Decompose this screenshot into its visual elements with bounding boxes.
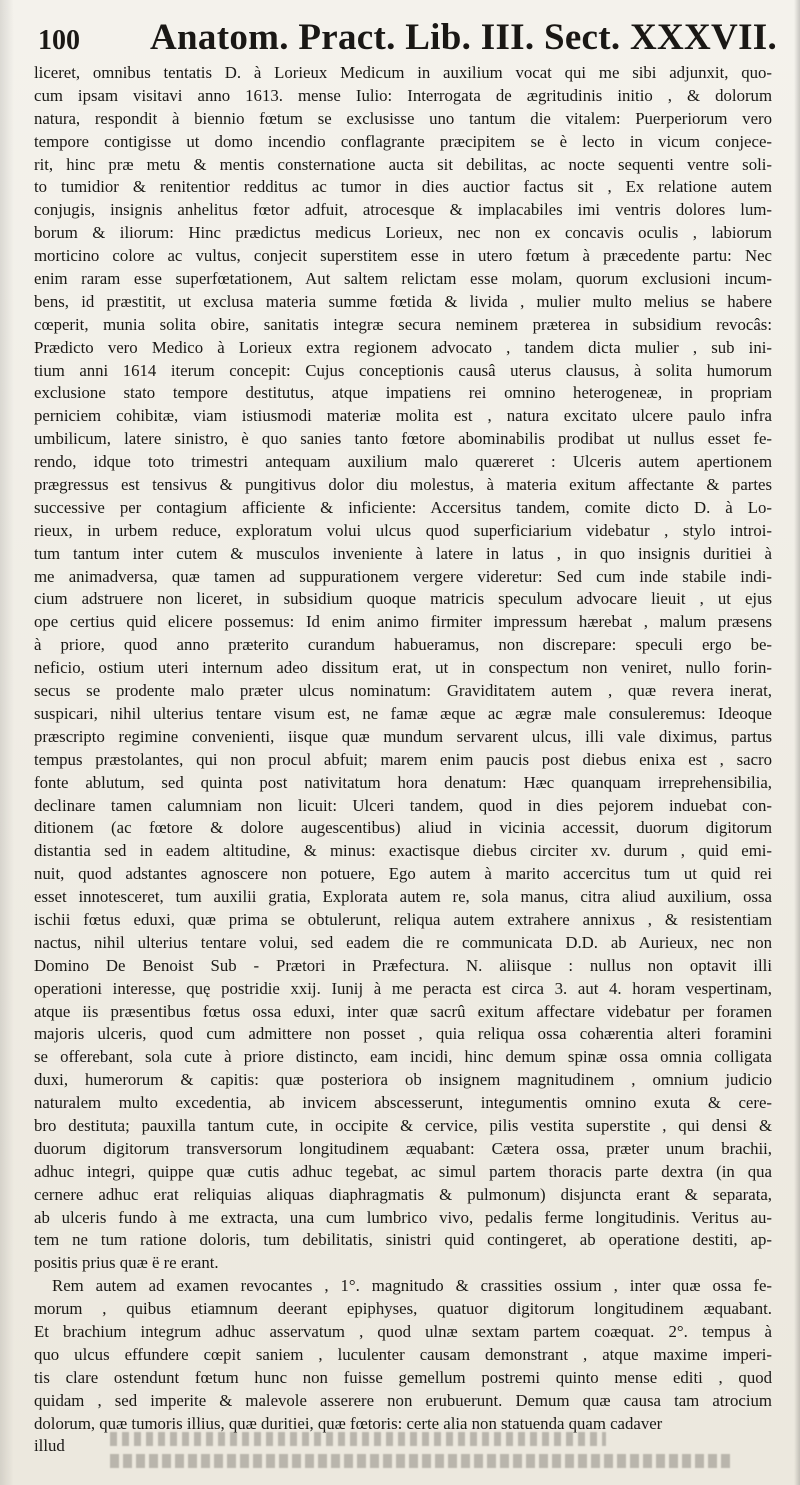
text-line: bro destituta; pauxilla tantum cute, in occipite & cervice, pilis vestita superstite , qui densi & xyxy=(34,1115,772,1135)
text-line: tium anni 1614 iterum concepit: Cujus conceptionis causâ uterus clausus, à solita humorum xyxy=(34,360,772,380)
text-line: cium adstruere non liceret, in subsidium quoque matricis speculum advocare lieuit , ut ejus xyxy=(34,589,772,609)
text-line: duxi, humerorum & capitis: quæ posteriora ob insignem magnitudinem , omnium judicio xyxy=(34,1070,772,1090)
text-line: liceret, omnibus tentatis D. à Lorieux Medicum in auxilium vocat qui me sibi adjunxit, quo- xyxy=(34,63,772,82)
text-line: prægressus est tensivus & pungitivus dolor diu molestus, à materia exitum affectante & partes xyxy=(34,475,772,495)
text-line: secus se prodente malo præter ulcus nominatum: Graviditatem autem , quæ revera inerat, xyxy=(34,681,772,701)
page-header xyxy=(34,14,778,58)
text-line: tem ne tum ratione doloris, tum debilitatis, sinistri quid contingeret, ab operatione destiti, ap- xyxy=(34,1230,772,1250)
text-line: positis prius quæ ë re erant. xyxy=(34,1253,219,1273)
text-line: perniciem cohibitæ, viam istiusmodi materiæ molita est , natura excitato ulcere paulo infra xyxy=(34,406,772,426)
text-line: quidam , sed imperite & malevole asserere non erubuerunt. Demum quæ causa tam atrocium xyxy=(34,1390,772,1410)
body-text xyxy=(34,62,772,1458)
text-line: bens, id præstitit, ut exclusa materia summe fœtida & livida , mulier multo melius se habere xyxy=(34,291,772,311)
text-line: umbilicum, latere sinistro, è quo sanies tanto fœtore abominabilis prodibat ut nullus esset fe- xyxy=(34,429,772,449)
text-line: tempus præstolantes, qui non procul abfuit; marem enim paucis post diebus enixa est , sacro xyxy=(34,749,772,769)
bleed-through-texture xyxy=(110,1428,730,1468)
text-line: distantia sed in eadem altitudine, & minus: exactisque diebus circiter xv. durum , quid emi- xyxy=(34,841,772,861)
text-line: ditionem (ac fœtore & dolore augescentibus) aliud in vicinia accessit, duorum digitorum xyxy=(34,818,772,838)
text-line: nactus, nihil ulterius tentare volui, sed eadem die re communicata D.D. ab Aurieux, nec non xyxy=(34,932,772,952)
text-line: Prædicto vero Medico à Lorieux extra regionem advocato , tandem dicta mulier , sub ini- xyxy=(34,337,772,357)
text-line: adhuc integri, quippe quæ cutis adhuc tegebat, ac simul partem thoracis parte dextra (in qua xyxy=(34,1161,772,1181)
text-line: duorum digitorum transversorum longitudinem æquabant: Cætera ossa, præter unum brachii, xyxy=(34,1138,772,1158)
text-line: ab ulceris fundo à me extracta, una cum lumbrico vivo, pedalis ferme longitudinis. Veritus au- xyxy=(34,1207,772,1227)
text-line: exclusione stato tempore destitutus, atque impatiens rei omnino heterogeneæ, in propriam xyxy=(34,383,772,403)
text-line: borum & iliorum: Hinc prædictus medicus Lorieux, nec non ex concavis oculis , labiorum xyxy=(34,223,772,243)
text-line: operationi interesse, quę postridie xxij. Iunij à me peracta est circa 3. aut 4. horam vespertinam, xyxy=(34,978,772,998)
page-number: 100 xyxy=(38,25,80,56)
text-line: rit, hinc præ metu & mentis consternatione aucta sit debilitas, ac nocte sequenti ventre soli- xyxy=(34,154,772,174)
text-line: cum ipsam visitavi anno 1613. mense Iulio: Interrogata de ægritudinis initio , & dolorum xyxy=(34,85,772,105)
text-line: quo ulcus effundere cœpit saniem , luculenter causam demonstrant , atque maxime imperi- xyxy=(34,1344,772,1364)
text-line: to tumidior & renitentior redditus ac tumor in dies auctior factus sit , Ex relatione autem xyxy=(34,177,772,197)
text-line: cernere adhuc erat reliquias aliquas diaphragmatis & pulmonum) disjuncta erant & separata, xyxy=(34,1184,772,1204)
text-line: dolorum, quæ tumoris illius, quæ duritiei, quæ fœtoris: certe alia non statuenda quam cadaver xyxy=(34,1413,663,1433)
text-line: majoris ulceris, quod cum admittere non posset , quia reliqua ossa cohærentia alteri foramini xyxy=(34,1024,772,1044)
text-line: præscripto regimine convenienti, iisque quæ mundum servarent ulcus, illi vale diximus, partus xyxy=(34,726,772,746)
text-line: naturalem multo excedentia, ab invicem abscesserunt, integumentis omnino exuta & cere- xyxy=(34,1093,772,1113)
text-line: atque iis præsentibus fœtus ossa eduxi, inter quæ sacrû exitum affectare videbatur per foramen xyxy=(34,1001,772,1021)
text-line: conjugis, insignis anhelitus fœtor adfuit, atrocesque & implacabiles imi ventris dolores lum- xyxy=(34,200,772,220)
text-line: natura, respondit à biennio fœtum se exclusisse uno tantum die vitalem: Puerperiorum vero xyxy=(34,108,772,128)
text-line: fonte ablutum, sed quinta post nativitatum hora denatum: Hæc quanquam irreprehensibilia, xyxy=(34,772,772,792)
text-line: cœperit, munia solita obire, sanitatis integræ secura neminem præterea in subsidium revocâs: xyxy=(34,314,772,334)
text-line: enim raram esse superfœtationem, Aut saltem relictam esse molam, quorum exclusioni incum- xyxy=(34,269,772,289)
text-line: Et brachium integrum adhuc asservatum , quod ulnæ sextam partem coæquat. 2°. tempus à xyxy=(34,1321,772,1341)
text-line: suspicari, nihil ulterius tentare visum est, ne famæ æque ac ægræ male consuleremus: Ideoque xyxy=(34,703,772,723)
text-line: Rem autem ad examen revocantes , 1°. magnitudo & crassities ossium , inter quæ ossa fe- xyxy=(52,1276,772,1296)
text-line: rendo, idque toto trimestri antequam auxilium malo quæreret : Ulceris autem apertionem xyxy=(34,452,772,472)
running-head: Anatom. Pract. Lib. III. Sect. XXXVII. xyxy=(150,17,778,58)
text-line: illud xyxy=(34,1436,65,1456)
page-edge-shadow xyxy=(794,0,800,1485)
text-line: morum , quibus etiamnum deerant epiphyses, quatuor digitorum longitudinem æquabant. xyxy=(34,1299,772,1319)
text-line: tum tantum inter cutem & musculos inveniente à latere in latus , in quo insignis duritiei à xyxy=(34,543,772,563)
text-line: ischii fœtus eduxi, quæ prima se obtulerunt, reliqua autem extrahere annixus , & resistentiam xyxy=(34,909,772,929)
text-line: se offerebant, sola cute à priore distincto, eam incidi, hinc demum spinæ ossa omnia colligata xyxy=(34,1047,772,1067)
text-line: à priore, quod anno præterito curandum habueramus, non discrepare: speculi ergo be- xyxy=(34,635,772,655)
text-line: tis clare ostendunt fœtum hunc non fuisse gemellum postremi quinto mense editi , quod xyxy=(34,1367,772,1387)
text-line: me animadversa, quæ tamen ad suppurationem vergere videretur: Sed cum inde stabile indi- xyxy=(34,566,772,586)
text-line: esset innotesceret, tum auxilii gratia, Explorata autem re, sola manus, citra aliud auxilium, ossa xyxy=(34,887,772,907)
text-line: morticino colore ac vultus, conjecit superstitem esse in utero fœtum à præcedente partu: Nec xyxy=(34,246,772,266)
text-line: successive per contagium afficiente & inficiente: Accersitus tandem, comite dicto D. à Lo- xyxy=(34,497,772,517)
text-line: ope certius quid elicere possemus: Id enim animo firmiter impressum hærebat , malum præsens xyxy=(34,612,772,632)
text-line: declinare tamen calumniam non licuit: Ulceri tandem, quod in dies pejorem induebat con- xyxy=(34,795,772,815)
text-line: neficio, ostium uteri internum adeo dissitum erat, ut in conspectum non veniret, nullo forin- xyxy=(34,658,772,678)
text-line: Domino De Benoist Sub - Prætori in Præfectura. N. aliisque : nullus non optavit illi xyxy=(34,955,772,975)
text-line: nuit, quod adstantes agnoscere non potuere, Ego autem à marito accercitus tum ut quid rei xyxy=(34,864,772,884)
text-line: rieux, in urbem reduce, exploratum volui ulcus quod superficiarium videbatur , stylo introi- xyxy=(34,520,772,540)
text-line: tempore contigisse ut domo incendio conflagrante præcipitem se è lecto in vicum conjece- xyxy=(34,131,772,151)
